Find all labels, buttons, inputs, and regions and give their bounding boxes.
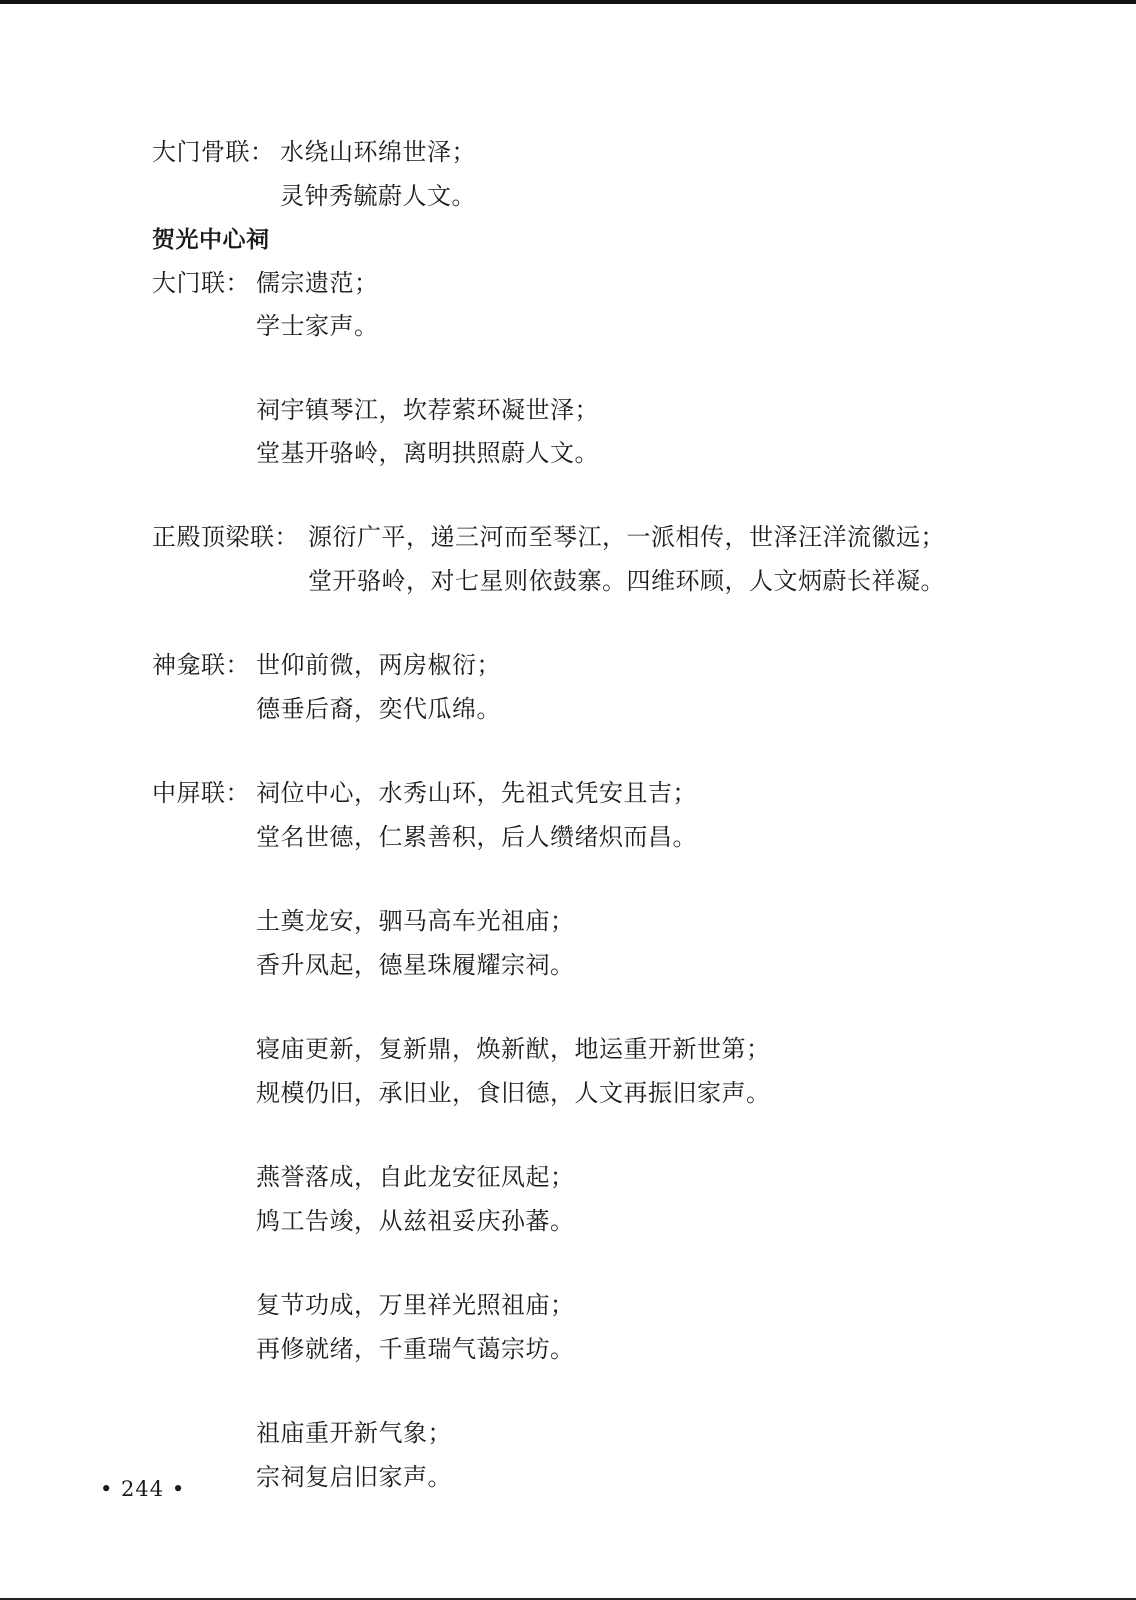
scan-edge-top bbox=[0, 0, 1136, 4]
couplet-line-2: 灵钟秀毓蔚人文。 bbox=[280, 182, 476, 210]
couplet-line-2: 宗祠复启旧家声。 bbox=[256, 1463, 452, 1491]
couplet-label: 正殿顶梁联： bbox=[152, 523, 299, 551]
couplet-label: 神龛联： bbox=[152, 651, 250, 679]
couplet-line-2: 堂基开骆岭，离明拱照蔚人文。 bbox=[256, 439, 599, 467]
couplet-line-1: 水绕山环绵世泽； bbox=[280, 138, 476, 166]
couplet-line-2: 香升凤起，德星珠履耀宗祠。 bbox=[256, 951, 575, 979]
page-number: • 244 • bbox=[100, 1477, 186, 1501]
couplet-line-1: 祖庙重开新气象； bbox=[256, 1419, 452, 1447]
couplet-line-1: 寝庙更新，复新鼎，焕新猷，地运重开新世第； bbox=[256, 1035, 771, 1063]
couplet-line-2: 再修就绪，千重瑞气蔼宗坊。 bbox=[256, 1335, 575, 1363]
couplet-line-1: 源衍广平，递三河而至琴江，一派相传，世泽汪洋流徽远； bbox=[308, 523, 945, 551]
couplet-line-2: 堂开骆岭，对七星则依鼓寨。四维环顾，人文炳蔚长祥凝。 bbox=[308, 567, 945, 595]
couplet-label: 大门骨联： bbox=[152, 138, 275, 166]
couplet-line-2: 规模仍旧，承旧业，食旧德，人文再振旧家声。 bbox=[256, 1079, 771, 1107]
section-heading: 贺光中心祠 bbox=[152, 227, 270, 253]
couplet-line-2: 堂名世德，仁累善积，后人缵绪炽而昌。 bbox=[256, 823, 697, 851]
couplet-line-2: 学士家声。 bbox=[256, 312, 379, 340]
couplet-label: 中屏联： bbox=[152, 779, 250, 807]
couplet-label: 大门联： bbox=[152, 269, 250, 297]
couplet-line-2: 德垂后裔，奕代瓜绵。 bbox=[256, 695, 501, 723]
couplet-line-1: 世仰前微，两房椒衍； bbox=[256, 651, 501, 679]
couplet-line-1: 祠位中心，水秀山环，先祖式凭安且吉； bbox=[256, 779, 697, 807]
couplet-line-1: 土奠龙安，驷马高车光祖庙； bbox=[256, 907, 575, 935]
couplet-line-2: 鸠工告竣，从兹祖妥庆孙蕃。 bbox=[256, 1207, 575, 1235]
couplet-line-1: 复节功成，万里祥光照祖庙； bbox=[256, 1291, 575, 1319]
couplet-line-1: 祠宇镇琴江，坎荐萦环凝世泽； bbox=[256, 396, 599, 424]
couplet-line-1: 燕誉落成，自此龙安征凤起； bbox=[256, 1163, 575, 1191]
couplet-line-1: 儒宗遗范； bbox=[256, 269, 379, 297]
